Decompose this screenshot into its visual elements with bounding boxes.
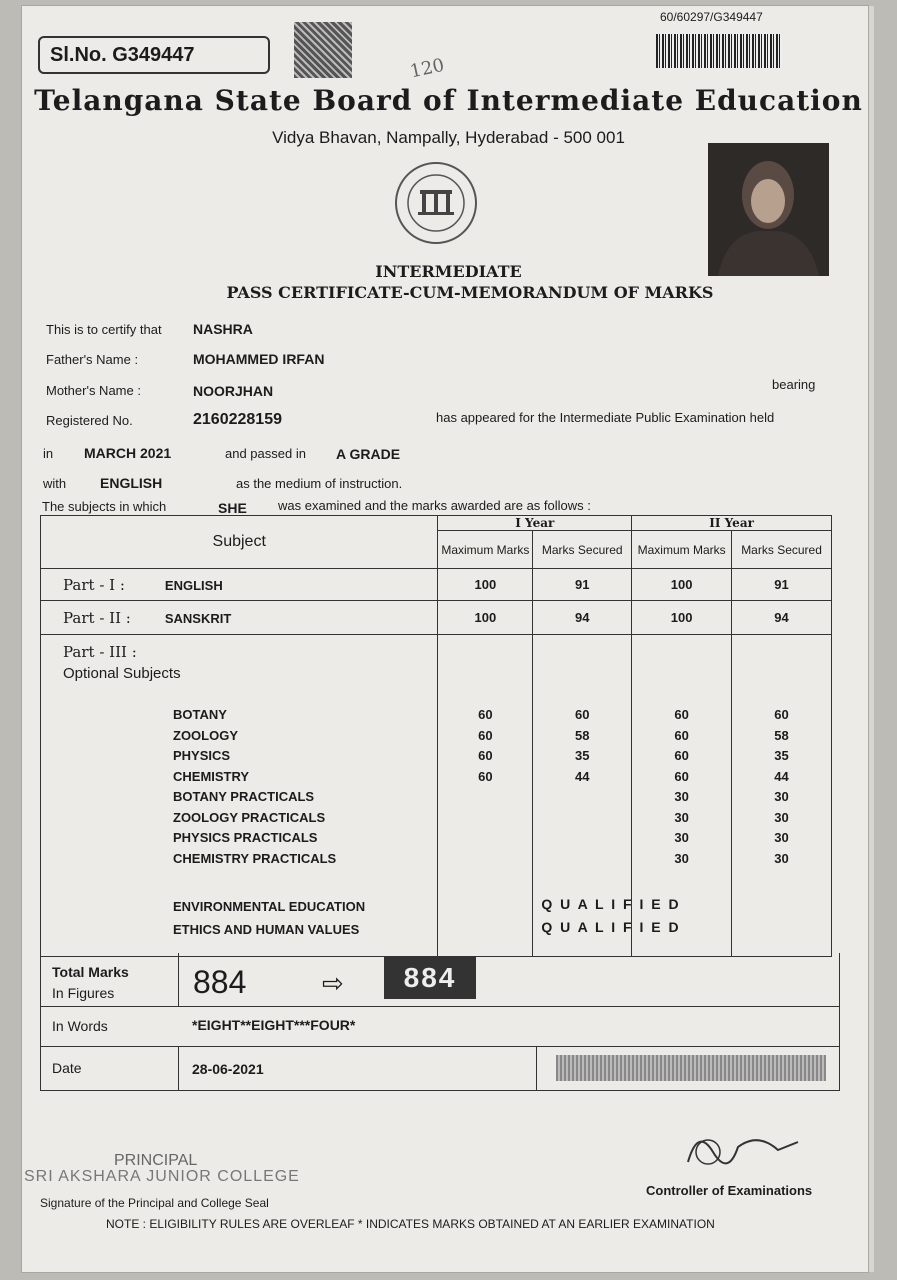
table-row	[41, 569, 832, 601]
mother-name: NOORJHAN	[193, 383, 274, 399]
passed-label: and passed in	[225, 446, 306, 461]
table-row	[41, 601, 832, 635]
reg-number: 2160228159	[193, 411, 282, 428]
father-name: MOHAMMED IRFAN	[193, 351, 325, 367]
board-title: Telangana State Board of Intermediate Education	[34, 84, 863, 117]
subject-name: ZOOLOGY PRACTICALS	[173, 809, 326, 825]
mark-cell: 58	[774, 727, 789, 743]
total-figure: 884	[193, 964, 247, 1000]
mark-cell: 30	[774, 830, 789, 845]
part1-label: Part - I :	[63, 575, 125, 594]
mark-cell: 60	[674, 748, 689, 763]
mark-cell: 44	[575, 768, 590, 784]
serial-number: Sl.No. G349447	[38, 36, 270, 74]
issue-date: 28-06-2021	[192, 1061, 264, 1077]
subject-name: BOTANY PRACTICALS	[173, 789, 315, 804]
mark-cell: 100	[632, 569, 732, 601]
exam-session: MARCH 2021	[84, 445, 172, 461]
total-sublabel: In Figures	[52, 985, 115, 1001]
mark-cell: 91	[533, 569, 632, 601]
mark-cell: 60	[478, 768, 493, 784]
mark-cell: 30	[674, 789, 689, 804]
mark-cell: 100	[438, 569, 533, 601]
env-education: ENVIRONMENTAL EDUCATION	[173, 899, 366, 914]
subject-name: PHYSICS	[173, 748, 231, 763]
board-seal-icon	[388, 160, 484, 246]
marks-table	[40, 515, 832, 957]
ethics-values: ETHICS AND HUMAN VALUES	[173, 922, 360, 937]
qualified-env: Q U A L I F I E D	[541, 896, 681, 912]
in-label: in	[43, 446, 54, 461]
medium: ENGLISH	[100, 475, 163, 491]
date-label: Date	[52, 1060, 82, 1076]
words-label: In Words	[52, 1018, 108, 1034]
total-label: Total Marks	[52, 964, 129, 980]
mark-cell: 58	[575, 727, 590, 743]
mark-cell: 60	[478, 727, 493, 743]
y1-max-header: Maximum Marks	[438, 531, 533, 569]
bearing-label: bearing	[772, 377, 816, 392]
year1-header: I Year	[438, 516, 632, 531]
student-photo	[708, 143, 829, 276]
year2-header: II Year	[632, 516, 832, 531]
subjects-label: The subjects in which	[42, 499, 167, 514]
mark-cell: 30	[774, 789, 789, 804]
appeared-text: has appeared for the Intermediate Public Examination held	[436, 410, 775, 425]
part3-optional: Optional Subjects	[63, 665, 181, 682]
mark-cell: 30	[674, 830, 689, 845]
y1-secured-header: Marks Secured	[533, 531, 632, 569]
mark-cell: 100	[438, 601, 533, 635]
part3-label: Part - III :	[63, 643, 137, 661]
qr-code-icon	[294, 22, 352, 78]
mark-cell: 30	[774, 850, 789, 866]
mark-cell: 60	[575, 707, 590, 722]
subject-name: BOTANY	[173, 707, 227, 722]
student-name: NASHRA	[193, 321, 253, 337]
pronoun: SHE	[218, 500, 247, 516]
controller-label: Controller of Examinations	[646, 1183, 813, 1198]
subject-name: CHEMISTRY PRACTICALS	[173, 850, 337, 866]
subject-name: PHYSICS PRACTICALS	[173, 830, 318, 845]
total-words: *EIGHT**EIGHT***FOUR*	[192, 1017, 356, 1033]
mother-label: Mother's Name :	[46, 383, 141, 398]
table-row	[41, 635, 832, 957]
y2-max-header: Maximum Marks	[632, 531, 732, 569]
with-label: with	[43, 476, 67, 491]
medium-text: as the medium of instruction.	[236, 476, 403, 491]
controller-signature-icon	[668, 1122, 808, 1182]
mark-cell: 35	[774, 748, 789, 763]
part2-label: Part - II :	[63, 608, 131, 627]
total-stamp: 884	[384, 957, 476, 999]
mark-cell: 30	[674, 809, 689, 825]
father-label: Father's Name :	[46, 352, 139, 367]
college-name: SRI AKSHARA JUNIOR COLLEGE	[24, 1168, 300, 1185]
mark-cell: 60	[478, 707, 493, 722]
examined-text: was examined and the marks awarded are as follows :	[278, 498, 591, 513]
mark-cell: 94	[533, 601, 632, 635]
mark-cell: 91	[732, 569, 832, 601]
part2-subject: SANSKRIT	[164, 610, 232, 626]
mark-cell: 60	[674, 707, 689, 722]
mark-cell: 94	[732, 601, 832, 635]
certificate-subheading: PASS CERTIFICATE-CUM-MEMORANDUM OF MARKS	[226, 283, 714, 302]
qualified-ethics: Q U A L I F I E D	[541, 919, 681, 935]
footer-note: NOTE : ELIGIBILITY RULES ARE OVERLEAF * INDICATES MARKS OBTAINED AT AN EARLIER EXAMINATION	[106, 1217, 715, 1231]
security-strip	[556, 1055, 826, 1081]
certify-label: This is to certify that	[46, 322, 162, 337]
subject-name: CHEMISTRY	[173, 768, 250, 784]
certificate-heading: INTERMEDIATE	[375, 262, 522, 281]
mark-cell: 30	[674, 850, 689, 866]
mark-cell: 100	[632, 601, 732, 635]
mark-cell: 60	[674, 768, 689, 784]
principal-signature-label: Signature of the Principal and College Seal	[40, 1196, 269, 1210]
reg-label: Registered No.	[46, 413, 133, 428]
board-address: Vidya Bhavan, Nampally, Hyderabad - 500 001	[272, 128, 625, 147]
subject-header: Subject	[41, 516, 438, 569]
part1-subject: ENGLISH	[164, 577, 223, 593]
mark-cell: 60	[478, 748, 493, 763]
mark-cell: 35	[575, 748, 590, 763]
mark-cell: 60	[674, 727, 689, 743]
principal-title: PRINCIPAL	[114, 1152, 198, 1169]
y2-secured-header: Marks Secured	[732, 531, 832, 569]
arrow-icon: ⇨	[322, 968, 344, 998]
barcode-icon	[656, 34, 782, 68]
subject-name: ZOOLOGY	[173, 727, 238, 743]
mark-cell: 44	[774, 768, 789, 784]
mark-cell: 60	[774, 707, 789, 722]
grade: A GRADE	[336, 446, 401, 462]
certificate-code: 60/60297/G349447	[660, 10, 763, 24]
handwritten-note: 120	[408, 54, 447, 83]
mark-cell: 30	[774, 809, 789, 825]
